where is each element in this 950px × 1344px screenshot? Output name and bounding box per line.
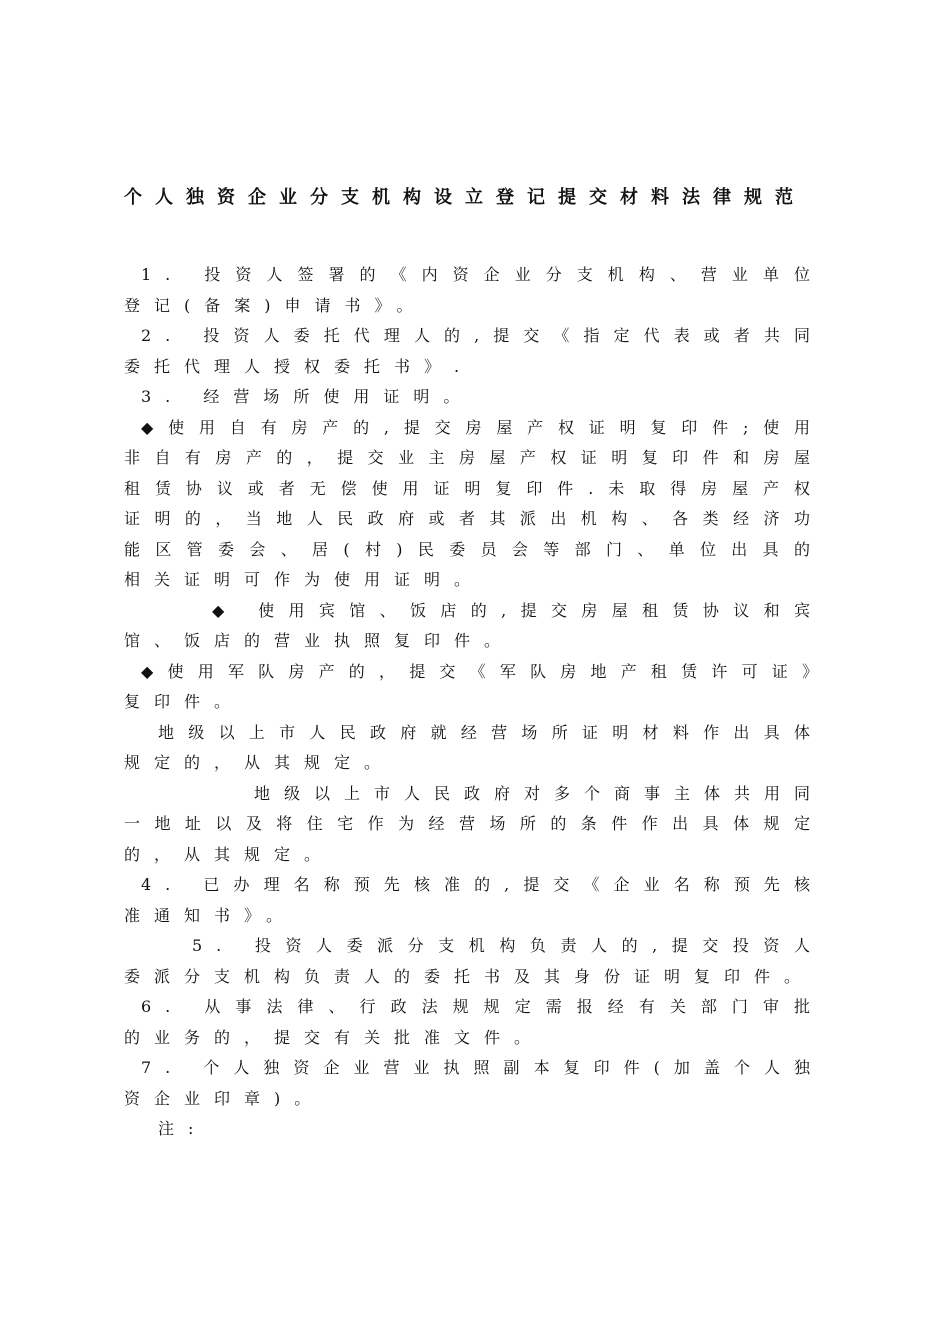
paragraph-own-property: ◆使用自有房产的,提交房屋产权证明复印件;使用非自有房产的，提交业主房屋产权证明复印件和房屋租赁协议或者无偿使用证明复印件.未取得房屋产权证明的，当地人民政府或者其派出机构、各类经济功能区管委会、居(村)民委员会等部门、单位出具的相关证明可作为使用证明。 <box>124 417 824 589</box>
paragraph-item-1: 1. 投资人签署的《内资企业分支机构、营业单位登记(备案)申请书》。 <box>124 265 824 315</box>
document-title: 个人独资企业分支机构设立登记提交材料法律规范 <box>124 187 806 208</box>
paragraph-shared-address: 地级以上市人民政府对多个商事主体共用同一地址以及将住宅作为经营场所的条件作出具体规定的，从其规定。 <box>124 783 825 864</box>
paragraph-item-3: 3. 经营场所使用证明。 <box>141 387 474 406</box>
paragraph-hotel: ◆ 使用宾馆、饭店的,提交房屋租赁协议和宾馆、饭店的营业执照复印件。 <box>124 600 824 650</box>
paragraph-item-2: 2. 投资人委托代理人的,提交《指定代表或者共同委托代理人授权委托书》. <box>124 326 824 376</box>
paragraph-local-rules: 地级以上市人民政府就经营场所证明材料作出具体规定的，从其规定。 <box>124 722 824 772</box>
paragraph-item-6: 6. 从事法律、行政法规规定需报经有关部门审批的业务的，提交有关批准文件。 <box>124 997 824 1047</box>
paragraph-note: 注: <box>158 1119 208 1138</box>
paragraph-military-property: ◆使用军队房产的，提交《军队房地产租赁许可证》复印件。 <box>124 661 824 711</box>
paragraph-item-7: 7. 个人独资企业营业执照副本复印件(加盖个人独资企业印章)。 <box>124 1058 824 1108</box>
paragraph-item-5: 5. 投资人委派分支机构负责人的,提交投资人委派分支机构负责人的委托书及其身份证明复印件。 <box>124 936 824 986</box>
paragraph-item-4: 4. 已办理名称预先核准的,提交《企业名称预先核准通知书》。 <box>124 875 824 925</box>
document-body <box>124 260 824 1145</box>
